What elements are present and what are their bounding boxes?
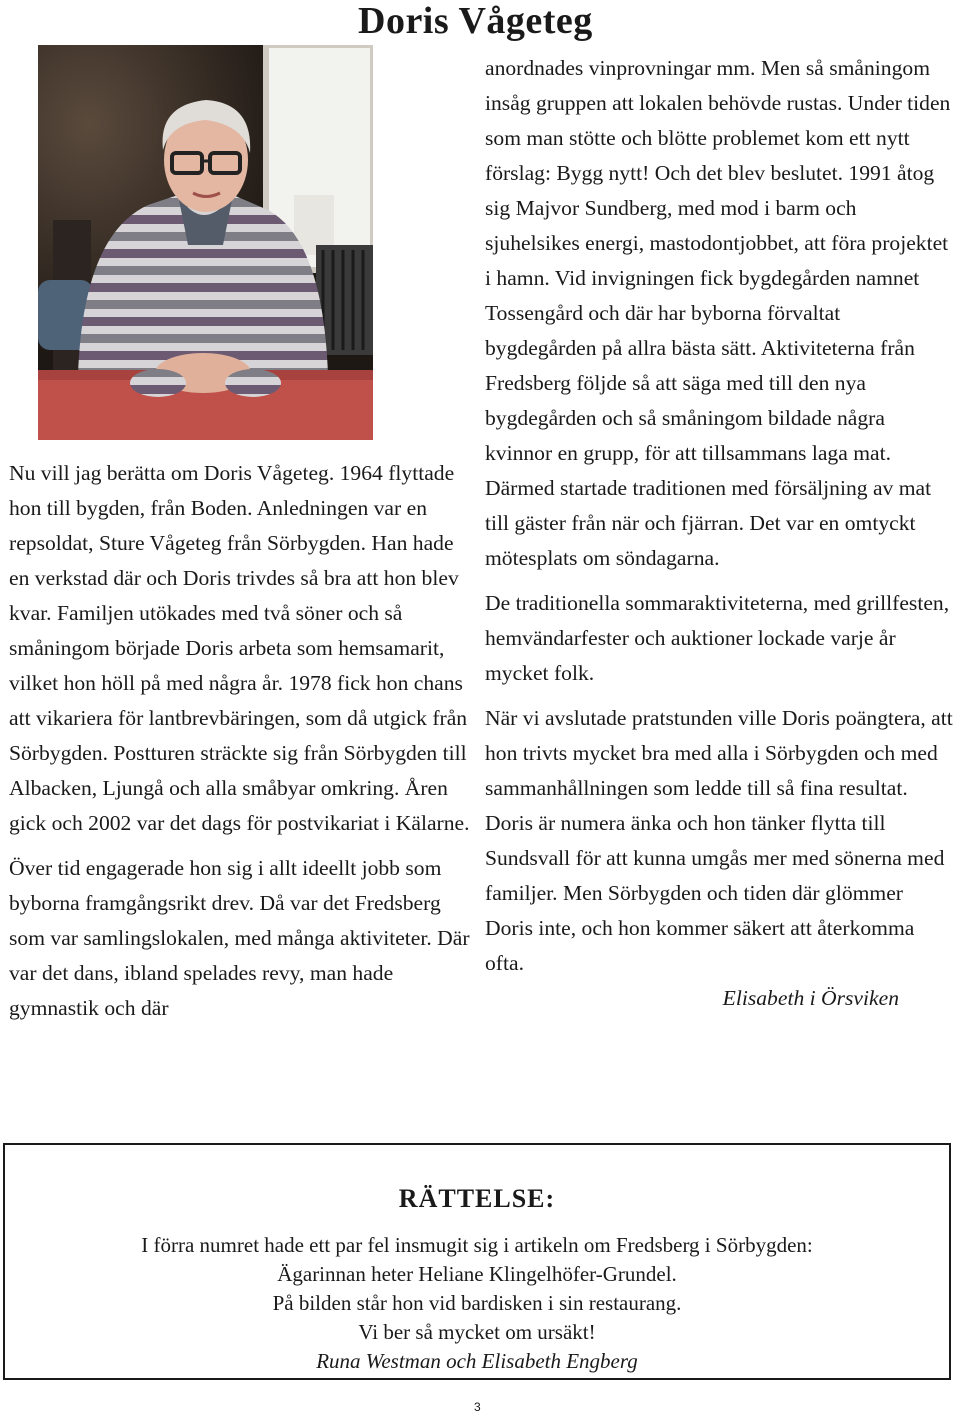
correction-signature: Runa Westman och Elisabeth Engberg bbox=[316, 1349, 638, 1373]
paragraph: När vi avslutade pratstunden ville Doris poängtera, att hon trivts mycket bra med alla i Sörbygden och med sammanhållningen som ledde till så fina resultat. Doris är numera änka och hon tänker flytta till Sundsvall för att kunna umgås mer med sönerna med familjer. Men Sörbygden och tiden där glömmer Doris inte, och hon kommer säkert att återkomma ofta. bbox=[485, 706, 953, 975]
correction-text bbox=[5, 1231, 949, 1376]
correction-box bbox=[3, 1143, 951, 1380]
portrait-illustration bbox=[38, 45, 373, 440]
paragraph: De traditionella sommaraktiviteterna, med grillfesten, hemvändarfester och auktioner lockade varje år mycket folk. bbox=[485, 591, 950, 685]
left-column bbox=[9, 456, 479, 1026]
paragraph: Över tid engagerade hon sig i allt ideellt jobb som byborna framgångsrikt drev. Då var det Fredsberg som var samlingslokalen, med många aktiviteter. Där var det dans, ibland spelades revy, man hade gymnastik och där bbox=[9, 856, 470, 1020]
correction-line: På bilden står hon vid bardisken i sin restaurang. bbox=[272, 1291, 682, 1315]
author-signature: Elisabeth i Örsviken bbox=[722, 986, 899, 1010]
page-number: 3 bbox=[474, 1400, 481, 1414]
article-title: Doris Vågeteg bbox=[358, 0, 593, 42]
correction-line: Ägarinnan heter Heliane Klingelhöfer-Grundel. bbox=[277, 1262, 677, 1286]
portrait-photo bbox=[38, 45, 373, 440]
correction-line: I förra numret hade ett par fel insmugit sig i artikeln om Fredsberg i Sörbygden: bbox=[141, 1233, 813, 1257]
paragraph: anordnades vinprovningar mm. Men så småningom insåg gruppen att lokalen behövde rustas. Under tiden som man stötte och blötte problemet kom ett nytt förslag: Bygg nytt! Och det blev beslutet. 1991 åtog sig Majvor Sundberg, med mod i barm och sjuhelsikes energi, mastodontjobbet, att föra projektet i hamn. Vid invigningen fick bygdegården namnet Tossengård och där har byborna förvaltat bygdegården på allra bästa sätt. Aktiviteterna från Fredsberg följde så att säga med till den nya bygdegården och så småningom bildade några kvinnor en grupp, för att tillsammans laga mat. Därmed startade traditionen med försäljning av mat till gäster från när och fjärran. Det var en omtyckt mötesplats om söndagarna. bbox=[485, 56, 951, 570]
paragraph: Nu vill jag berätta om Doris Vågeteg. 1964 flyttade hon till bygden, från Boden. Anledningen var en repsoldat, Sture Vågeteg från Sörbygden. Han hade en verkstad där och Doris trivdes så bra att hon blev kvar. Familjen utökades med två söner och så småningom började Doris arbeta som hemsamarit, vilket hon höll på med några år. 1978 fick hon chans att vikariera för lantbrevbäringen, som då utgick från Sörbygden. Postturen sträckte sig från Sörbygden till Albacken, Ljungå och alla småbyar omkring. Åren gick och 2002 var det dags för postvikariat i Kälarne. bbox=[9, 461, 470, 835]
right-column bbox=[485, 51, 955, 1016]
correction-heading: RÄTTELSE: bbox=[398, 1184, 556, 1213]
correction-line: Vi ber så mycket om ursäkt! bbox=[358, 1320, 596, 1344]
